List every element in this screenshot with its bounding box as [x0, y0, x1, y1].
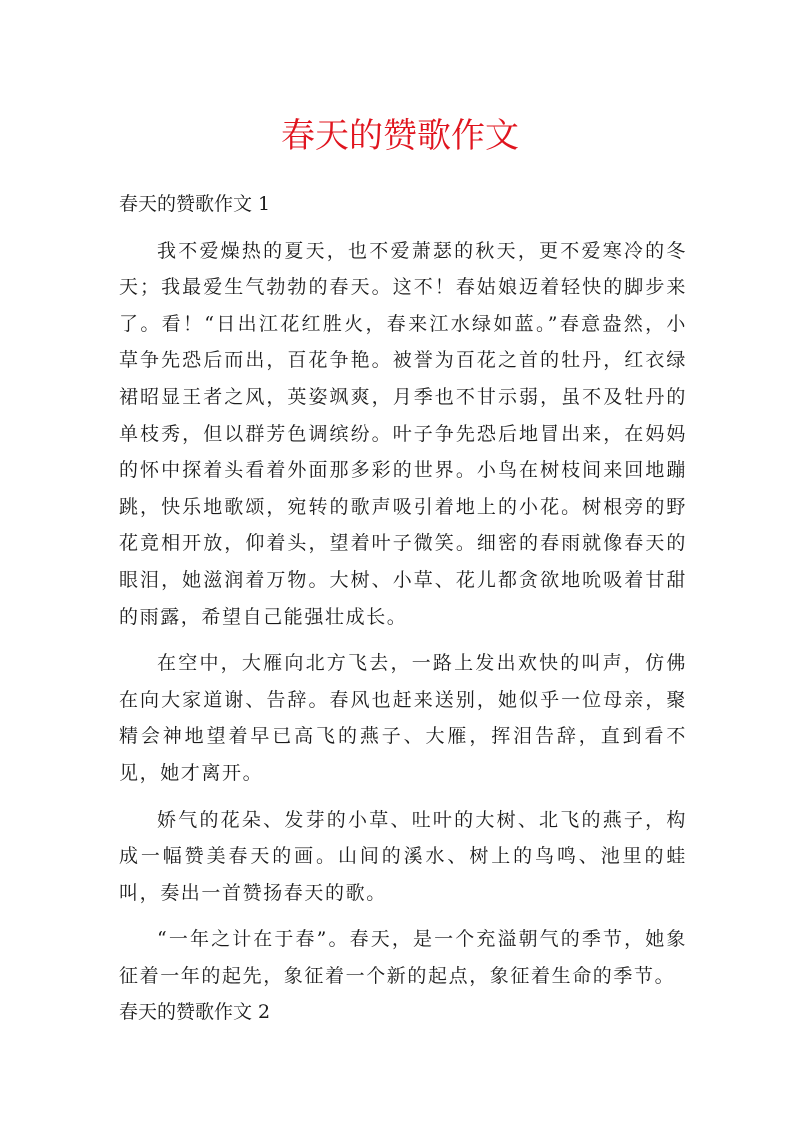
paragraph-3: 娇气的花朵、发芽的小草、吐叶的大树、北飞的燕子，构成一幅赞美春天的画。山间的溪水、树上的鸟鸣、池里的蛙叫，奏出一首赞扬春天的歌。	[119, 808, 687, 904]
document-body	[119, 186, 687, 1031]
paragraph-4: “一年之计在于春”。春天，是一个充溢朝气的季节，她象征着一年的起先，象征着一个新的起点，象征着生命的季节。	[119, 928, 687, 987]
paragraph-1: 我不爱燥热的夏天，也不爱萧瑟的秋天，更不爱寒冷的冬天；我最爱生气勃勃的春天。这不！春姑娘迈着轻快的脚步来了。看！“日出江花红胜火，春来江水绿如蓝。”春意盎然，小草争先恐后而出，百花争艳。被誉为百花之首的牡丹，红衣绿裙昭显王者之风，英姿飒爽，月季也不甘示弱，虽不及牡丹的单枝秀，但以群芳色调缤纷。叶子争先恐后地冒出来，在妈妈的怀中探着头看着外面那多彩的世界。小鸟在树枝间来回地蹦跳，快乐地歌颂，宛转的歌声吸引着地上的小花。树根旁的野花竟相开放，仰着头，望着叶子微笑。细密的春雨就像春天的眼泪，她滋润着万物。大树、小草、花儿都贪欲地吮吸着甘甜的雨露，希望自己能强壮成长。	[119, 239, 687, 628]
section-heading-1: 春天的赞歌作文 1	[119, 193, 271, 215]
paragraph-2: 在空中，大雁向北方飞去，一路上发出欢快的叫声，仿佛在向大家道谢、告辞。春风也赶来送别，她似乎一位母亲，聚精会神地望着早已高飞的燕子、大雁，挥泪告辞，直到看不见，她才离开。	[119, 652, 687, 784]
document-title: 春天的赞歌作文	[281, 116, 519, 156]
section-heading-2: 春天的赞歌作文 2	[119, 1001, 271, 1024]
